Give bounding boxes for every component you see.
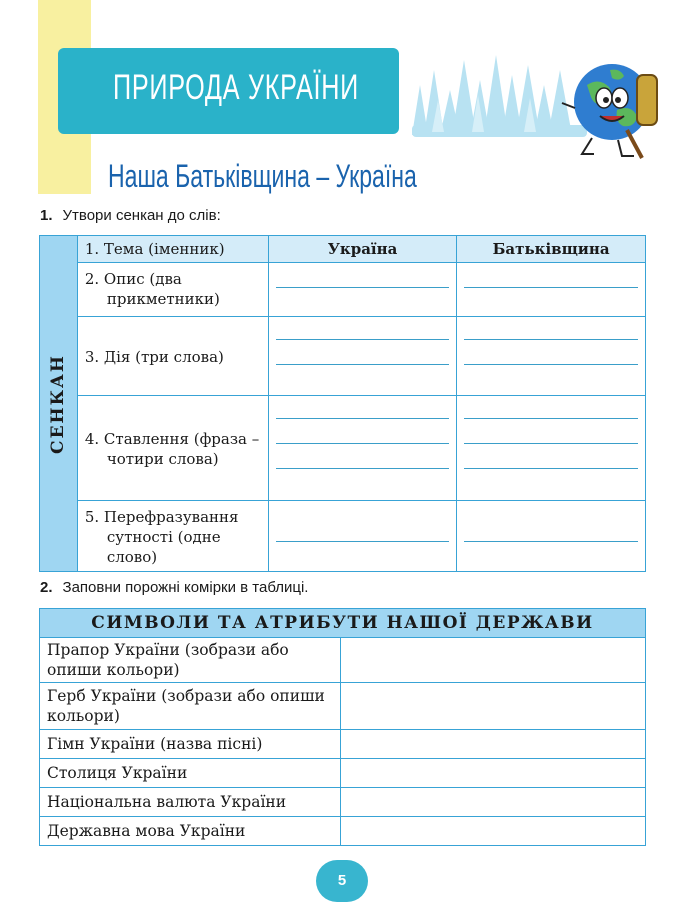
answer-cell[interactable]	[268, 396, 457, 501]
answer-cell[interactable]	[341, 683, 646, 730]
answer-cell[interactable]	[457, 396, 646, 501]
page-number: 5	[316, 860, 368, 902]
task-number: 1.	[40, 207, 53, 224]
row-label: 2. Опис (два прикметники)	[77, 263, 268, 317]
answer-cell[interactable]	[341, 788, 646, 817]
task-1	[40, 207, 221, 224]
answer-cell[interactable]	[341, 730, 646, 759]
symbols-table	[39, 608, 646, 846]
task-text: Заповни порожні комірки в таблиці.	[62, 579, 309, 596]
task-text: Утвори сенкан до слів:	[62, 207, 221, 224]
forest-globe-illustration	[412, 40, 662, 160]
answer-cell[interactable]	[268, 317, 457, 396]
row-label: 1. Тема (іменник)	[77, 236, 268, 263]
row-label: Прапор України (зобрази або опиши кольори)	[40, 638, 341, 683]
row-label: 3. Дія (три слова)	[77, 317, 268, 396]
row-label: Державна мова України	[40, 817, 341, 846]
row-label: Столиця України	[40, 759, 341, 788]
lesson-title: Наша Батьківщина – Україна	[108, 158, 417, 194]
answer-cell[interactable]	[457, 317, 646, 396]
answer-cell[interactable]	[268, 263, 457, 317]
section-banner	[58, 48, 399, 134]
sinkwine-side-label: СЕНКАН	[40, 236, 78, 572]
column-header: Україна	[268, 236, 457, 263]
task-number: 2.	[40, 579, 53, 596]
table-title: СИМВОЛИ ТА АТРИБУТИ НАШОЇ ДЕРЖАВИ	[40, 609, 646, 638]
answer-cell[interactable]	[341, 759, 646, 788]
row-label: Гімн України (назва пісні)	[40, 730, 341, 759]
row-label: 4. Ставлення (фраза – чотири слова)	[77, 396, 268, 501]
row-label: 5. Перефразування сутності (одне слово)	[77, 501, 268, 572]
answer-cell[interactable]	[341, 638, 646, 683]
section-title: ПРИРОДА УКРАЇНИ	[113, 68, 359, 107]
row-label: Національна валюта України	[40, 788, 341, 817]
answer-cell[interactable]	[457, 501, 646, 572]
answer-cell[interactable]	[268, 501, 457, 572]
answer-cell[interactable]	[341, 817, 646, 846]
sinkwine-table	[39, 235, 646, 572]
answer-cell[interactable]	[457, 263, 646, 317]
column-header: Батьківщина	[457, 236, 646, 263]
row-label: Герб України (зобрази або опиши кольори)	[40, 683, 341, 730]
task-2	[40, 579, 308, 596]
